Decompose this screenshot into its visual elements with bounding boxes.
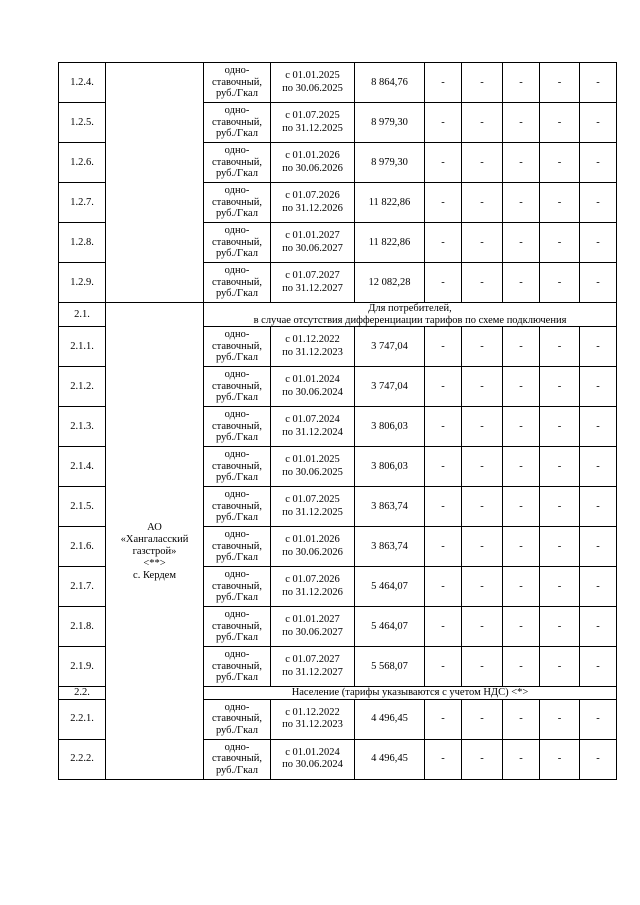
empty-dash-cell: - — [462, 103, 503, 143]
empty-dash-cell: - — [503, 607, 540, 647]
tariff-type-line: одно- — [224, 528, 250, 540]
period-to: по 30.06.2024 — [282, 386, 343, 398]
period-from: с 01.01.2026 — [285, 534, 340, 545]
empty-dash-cell: - — [462, 567, 503, 607]
empty-dash-cell: - — [462, 143, 503, 183]
period-cell — [271, 407, 355, 447]
period-to: по 31.12.2026 — [282, 202, 343, 214]
tariff-value: 4 496,45 — [355, 739, 425, 779]
empty-dash-cell: - — [462, 183, 503, 223]
tariff-type-line: руб./Гкал — [215, 352, 259, 364]
empty-dash-cell: - — [540, 607, 580, 647]
empty-dash-cell: - — [425, 367, 462, 407]
tariff-type-line: ставочный, — [211, 76, 263, 88]
row-number: 1.2.6. — [59, 143, 106, 183]
empty-dash-cell: - — [462, 263, 503, 303]
tariff-type-cell — [204, 263, 271, 303]
empty-dash-cell: - — [462, 407, 503, 447]
period-cell — [271, 327, 355, 367]
row-number: 2.1.7. — [59, 567, 106, 607]
empty-dash-cell: - — [503, 367, 540, 407]
empty-dash-cell: - — [425, 699, 462, 739]
empty-dash-cell: - — [540, 447, 580, 487]
period-from: с 01.12.2022 — [285, 706, 340, 718]
empty-dash-cell: - — [580, 647, 617, 687]
period-to: по 31.12.2027 — [282, 666, 343, 678]
period-cell — [271, 263, 355, 303]
empty-dash-cell: - — [462, 699, 503, 739]
period-from: с 01.07.2026 — [285, 574, 340, 585]
period-cell — [271, 567, 355, 607]
period-cell — [271, 63, 355, 103]
empty-dash-cell: - — [580, 487, 617, 527]
empty-dash-cell: - — [580, 447, 617, 487]
tariff-type-line: ставочный, — [211, 156, 263, 168]
row-number: 2.1.5. — [59, 487, 106, 527]
tariff-type-cell — [204, 447, 271, 487]
empty-dash-cell: - — [503, 63, 540, 103]
empty-dash-cell: - — [503, 327, 540, 367]
tariff-type-line: руб./Гкал — [215, 168, 259, 180]
tariff-type-line: одно- — [224, 648, 250, 660]
row-number: 1.2.9. — [59, 263, 106, 303]
tariff-table-body — [59, 63, 617, 780]
tariff-type-line: ставочный, — [211, 236, 263, 248]
tariff-type-line: одно- — [224, 741, 250, 753]
empty-dash-cell: - — [425, 607, 462, 647]
empty-dash-cell: - — [425, 527, 462, 567]
empty-dash-cell: - — [503, 263, 540, 303]
tariff-type-line: одно- — [224, 104, 250, 116]
empty-dash-cell: - — [580, 739, 617, 779]
period-cell — [271, 699, 355, 739]
period-to: по 30.06.2027 — [282, 626, 343, 638]
tariff-value: 3 863,74 — [355, 527, 425, 567]
empty-dash-cell: - — [425, 447, 462, 487]
empty-dash-cell: - — [503, 447, 540, 487]
tariff-value: 11 822,86 — [355, 183, 425, 223]
tariff-type-cell — [204, 103, 271, 143]
empty-dash-cell: - — [462, 367, 503, 407]
row-number: 2.1.6. — [59, 527, 106, 567]
tariff-type-line: ставочный, — [211, 500, 263, 512]
tariff-type-line: одно- — [224, 408, 250, 420]
tariff-type-line: одно- — [224, 184, 250, 196]
row-number: 2.1.1. — [59, 327, 106, 367]
period-from: с 01.07.2025 — [285, 109, 340, 121]
tariff-type-cell — [204, 567, 271, 607]
period-from: с 01.07.2027 — [285, 654, 340, 665]
empty-dash-cell: - — [503, 647, 540, 687]
period-cell — [271, 739, 355, 779]
tariff-type-line: ставочный, — [211, 753, 263, 765]
tariff-type-line: руб./Гкал — [215, 208, 259, 220]
empty-dash-cell: - — [580, 63, 617, 103]
tariff-type-line: одно- — [224, 701, 250, 713]
period-to: по 30.06.2025 — [282, 82, 343, 94]
tariff-type-cell — [204, 143, 271, 183]
empty-dash-cell: - — [462, 739, 503, 779]
empty-dash-cell: - — [540, 63, 580, 103]
tariff-type-line: одно- — [224, 224, 250, 236]
row-number: 2.2.2. — [59, 739, 106, 779]
tariff-type-cell — [204, 327, 271, 367]
section-header-row — [59, 303, 617, 327]
period-cell — [271, 527, 355, 567]
period-cell — [271, 183, 355, 223]
period-from: с 01.01.2027 — [285, 229, 340, 241]
tariff-type-line: ставочный, — [211, 460, 263, 472]
tariff-type-line: одно- — [224, 488, 250, 500]
empty-dash-cell: - — [540, 143, 580, 183]
tariff-type-cell — [204, 223, 271, 263]
empty-dash-cell: - — [503, 739, 540, 779]
tariff-type-cell — [204, 739, 271, 779]
tariff-value: 5 568,07 — [355, 647, 425, 687]
period-cell — [271, 487, 355, 527]
org-name-line: <**> — [143, 558, 166, 570]
section-label — [204, 303, 617, 327]
empty-dash-cell: - — [425, 263, 462, 303]
period-to: по 31.12.2025 — [282, 122, 343, 134]
empty-dash-cell: - — [503, 103, 540, 143]
empty-dash-cell: - — [540, 103, 580, 143]
section-label: Население (тарифы указываются с учетом НДС) <*> — [204, 687, 617, 700]
period-from: с 01.01.2027 — [285, 614, 340, 625]
period-to: по 30.06.2026 — [282, 546, 343, 558]
row-number: 2.1.3. — [59, 407, 106, 447]
tariff-value: 5 464,07 — [355, 607, 425, 647]
period-from: с 01.07.2024 — [285, 414, 340, 425]
empty-dash-cell: - — [425, 487, 462, 527]
tariff-type-line: одно- — [224, 328, 250, 340]
period-to: по 31.12.2023 — [282, 719, 343, 731]
empty-dash-cell: - — [540, 327, 580, 367]
empty-dash-cell: - — [580, 367, 617, 407]
empty-dash-cell: - — [425, 647, 462, 687]
row-number: 2.1.9. — [59, 647, 106, 687]
tariff-value: 3 806,03 — [355, 407, 425, 447]
period-cell — [271, 103, 355, 143]
tariff-type-cell — [204, 63, 271, 103]
tariff-type-line: одно- — [224, 568, 250, 580]
tariff-type-line: одно- — [224, 368, 250, 380]
row-number: 2.1.8. — [59, 607, 106, 647]
section-label-line2: в случае отсутствия дифференциации тарифов по схеме подключения — [253, 314, 567, 326]
row-number: 2.1.4. — [59, 447, 106, 487]
tariff-type-line: руб./Гкал — [215, 632, 259, 644]
tariff-type-line: ставочный, — [211, 620, 263, 632]
empty-dash-cell: - — [540, 223, 580, 263]
tariff-type-line: ставочный, — [211, 580, 263, 592]
empty-dash-cell: - — [580, 567, 617, 607]
tariff-type-line: руб./Гкал — [215, 392, 259, 404]
row-number: 1.2.7. — [59, 183, 106, 223]
tariff-type-line: руб./Гкал — [215, 552, 259, 564]
tariff-value: 8 979,30 — [355, 143, 425, 183]
row-number: 2.1.2. — [59, 367, 106, 407]
empty-dash-cell: - — [425, 327, 462, 367]
empty-dash-cell: - — [503, 223, 540, 263]
tariff-type-cell — [204, 487, 271, 527]
empty-dash-cell: - — [540, 183, 580, 223]
empty-dash-cell: - — [425, 567, 462, 607]
empty-dash-cell: - — [462, 447, 503, 487]
tariff-value: 11 822,86 — [355, 223, 425, 263]
tariff-type-line: руб./Гкал — [215, 288, 259, 300]
period-to: по 30.06.2025 — [282, 466, 343, 478]
empty-dash-cell: - — [580, 607, 617, 647]
period-from: с 01.01.2025 — [285, 69, 340, 81]
tariff-type-line: ставочный, — [211, 276, 263, 288]
tariff-type-line: руб./Гкал — [215, 472, 259, 484]
tariff-type-line: одно- — [224, 64, 250, 76]
period-to: по 30.06.2026 — [282, 162, 343, 174]
empty-dash-cell: - — [503, 487, 540, 527]
tariff-type-cell — [204, 183, 271, 223]
tariff-type-line: руб./Гкал — [215, 248, 259, 260]
tariff-value: 8 864,76 — [355, 63, 425, 103]
period-cell — [271, 607, 355, 647]
period-from: с 01.07.2027 — [285, 269, 340, 281]
period-to: по 30.06.2024 — [282, 759, 343, 771]
empty-dash-cell: - — [580, 183, 617, 223]
period-from: с 01.01.2026 — [285, 149, 340, 161]
tariff-type-cell — [204, 407, 271, 447]
empty-dash-cell: - — [425, 143, 462, 183]
empty-dash-cell: - — [462, 607, 503, 647]
tariff-table — [58, 62, 617, 780]
empty-dash-cell: - — [425, 103, 462, 143]
period-to: по 31.12.2024 — [282, 426, 343, 438]
period-from: с 01.01.2024 — [285, 374, 340, 385]
empty-dash-cell: - — [503, 143, 540, 183]
tariff-type-line: ставочный, — [211, 660, 263, 672]
period-from: с 01.01.2025 — [285, 454, 340, 465]
tariff-type-line: одно- — [224, 264, 250, 276]
empty-dash-cell: - — [425, 223, 462, 263]
row-number: 2.2.1. — [59, 699, 106, 739]
org-name-line: газстрой» — [132, 546, 177, 558]
tariff-type-line: руб./Гкал — [215, 128, 259, 140]
tariff-type-cell — [204, 647, 271, 687]
period-to: по 31.12.2023 — [282, 346, 343, 358]
empty-dash-cell: - — [540, 407, 580, 447]
empty-dash-cell: - — [580, 143, 617, 183]
empty-dash-cell: - — [425, 407, 462, 447]
tariff-type-line: руб./Гкал — [215, 512, 259, 524]
tariff-type-cell — [204, 367, 271, 407]
tariff-value: 8 979,30 — [355, 103, 425, 143]
empty-dash-cell: - — [540, 567, 580, 607]
tariff-value: 3 806,03 — [355, 447, 425, 487]
period-cell — [271, 367, 355, 407]
period-to: по 31.12.2026 — [282, 586, 343, 598]
period-cell — [271, 223, 355, 263]
section-number: 2.2. — [59, 687, 106, 700]
empty-dash-cell: - — [580, 527, 617, 567]
empty-dash-cell: - — [462, 487, 503, 527]
tariff-type-line: руб./Гкал — [215, 765, 259, 777]
empty-dash-cell: - — [503, 699, 540, 739]
tariff-type-line: руб./Гкал — [215, 725, 259, 737]
empty-dash-cell: - — [540, 699, 580, 739]
tariff-type-line: одно- — [224, 144, 250, 156]
empty-dash-cell: - — [425, 739, 462, 779]
org-cell-blank — [106, 303, 204, 327]
tariff-type-line: ставочный, — [211, 713, 263, 725]
empty-dash-cell: - — [580, 223, 617, 263]
tariff-type-line: ставочный, — [211, 540, 263, 552]
tariff-type-line: ставочный, — [211, 116, 263, 128]
empty-dash-cell: - — [580, 327, 617, 367]
tariff-type-line: руб./Гкал — [215, 592, 259, 604]
empty-dash-cell: - — [503, 407, 540, 447]
tariff-type-line: руб./Гкал — [215, 432, 259, 444]
row-number: 1.2.4. — [59, 63, 106, 103]
empty-dash-cell: - — [503, 567, 540, 607]
period-to: по 31.12.2027 — [282, 282, 343, 294]
tariff-type-line: одно- — [224, 448, 250, 460]
empty-dash-cell: - — [540, 739, 580, 779]
tariff-type-line: ставочный, — [211, 420, 263, 432]
empty-dash-cell: - — [580, 263, 617, 303]
tariff-type-cell — [204, 527, 271, 567]
tariff-value: 5 464,07 — [355, 567, 425, 607]
row-number: 1.2.5. — [59, 103, 106, 143]
tariff-value: 4 496,45 — [355, 699, 425, 739]
empty-dash-cell: - — [580, 699, 617, 739]
empty-dash-cell: - — [462, 527, 503, 567]
row-number: 1.2.8. — [59, 223, 106, 263]
period-from: с 01.07.2025 — [285, 494, 340, 505]
tariff-type-line: ставочный, — [211, 380, 263, 392]
empty-dash-cell: - — [580, 103, 617, 143]
tariff-type-line: руб./Гкал — [215, 88, 259, 100]
empty-dash-cell: - — [580, 407, 617, 447]
tariff-type-line: ставочный, — [211, 340, 263, 352]
org-cell-continued — [106, 63, 204, 303]
period-from: с 01.01.2024 — [285, 746, 340, 758]
empty-dash-cell: - — [462, 63, 503, 103]
period-cell — [271, 447, 355, 487]
period-cell — [271, 143, 355, 183]
empty-dash-cell: - — [503, 527, 540, 567]
section-label-line1: Для потребителей, — [368, 303, 452, 314]
empty-dash-cell: - — [540, 487, 580, 527]
period-to: по 31.12.2025 — [282, 506, 343, 518]
section-number: 2.1. — [59, 303, 106, 327]
tariff-type-line: ставочный, — [211, 196, 263, 208]
empty-dash-cell: - — [462, 647, 503, 687]
empty-dash-cell: - — [540, 647, 580, 687]
empty-dash-cell: - — [540, 527, 580, 567]
tariff-type-line: одно- — [224, 608, 250, 620]
period-from: с 01.07.2026 — [285, 189, 340, 201]
empty-dash-cell: - — [425, 183, 462, 223]
empty-dash-cell: - — [503, 183, 540, 223]
empty-dash-cell: - — [540, 263, 580, 303]
table-row — [59, 63, 617, 103]
period-from: с 01.12.2022 — [285, 334, 340, 345]
empty-dash-cell: - — [462, 327, 503, 367]
period-to: по 30.06.2027 — [282, 242, 343, 254]
org-name-line: с. Кердем — [133, 570, 176, 582]
tariff-type-cell — [204, 699, 271, 739]
tariff-value: 12 082,28 — [355, 263, 425, 303]
tariff-type-line: руб./Гкал — [215, 672, 259, 684]
org-cell — [106, 326, 204, 779]
empty-dash-cell: - — [540, 367, 580, 407]
tariff-value: 3 747,04 — [355, 367, 425, 407]
tariff-type-cell — [204, 607, 271, 647]
org-name-line: АО — [147, 522, 162, 534]
org-name-line: «Хангаласский — [120, 534, 189, 546]
empty-dash-cell: - — [425, 63, 462, 103]
period-cell — [271, 647, 355, 687]
tariff-value: 3 863,74 — [355, 487, 425, 527]
tariff-value: 3 747,04 — [355, 327, 425, 367]
empty-dash-cell: - — [462, 223, 503, 263]
